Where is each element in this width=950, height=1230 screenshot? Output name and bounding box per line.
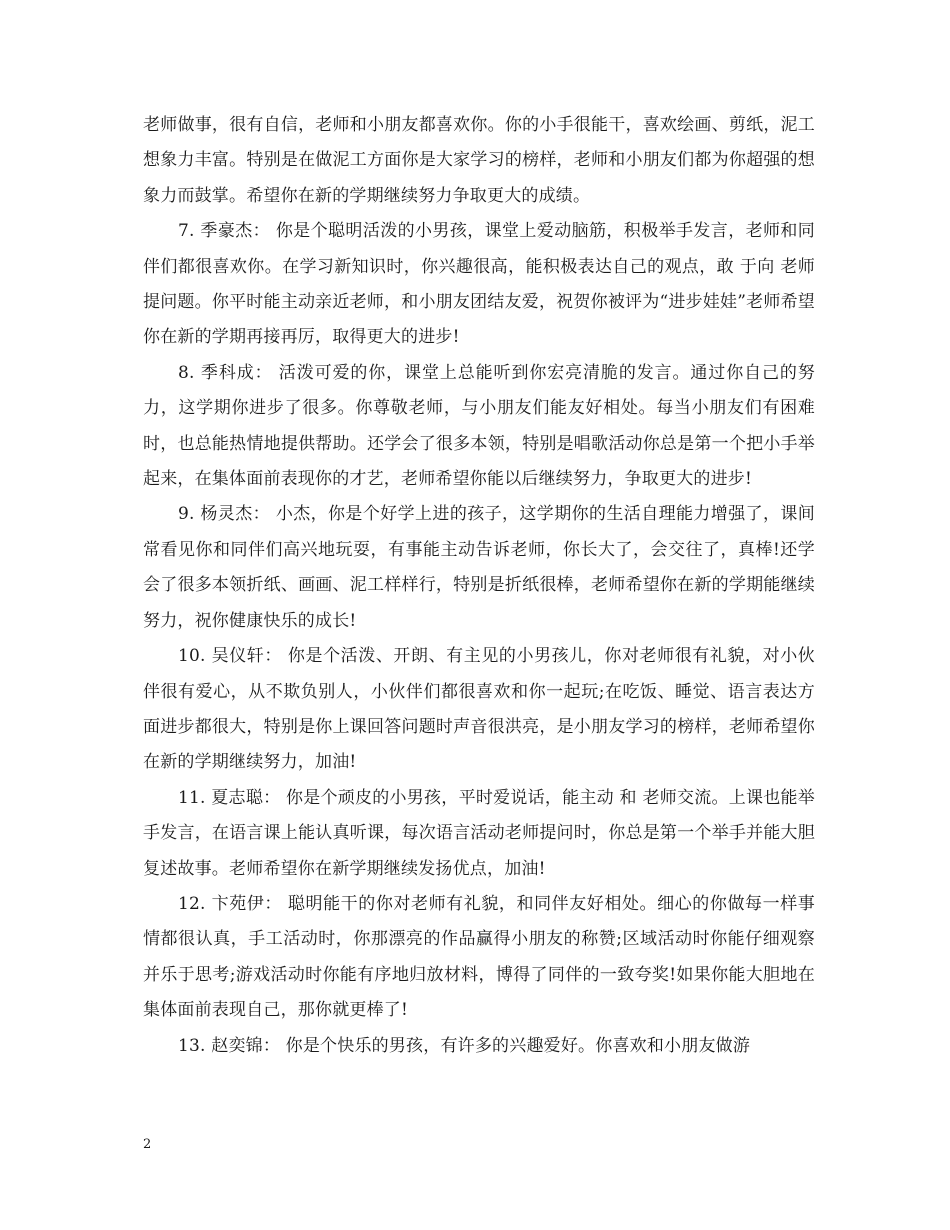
- paragraph-comment-8: 8. 季科成： 活泼可爱的你，课堂上总能听到你宏亮清脆的发言。通过你自己的努力，这学期你进步了很多。你尊敬老师，与小朋友们能友好相处。每当小朋友们有困难时，也总能热情地提供帮助。还学会了很多本领，特别是唱歌活动你总是第一个把小手举起来，在集体面前表现你的才艺，老师希望你能以后继续努力，争取更大的进步!: [143, 362, 815, 490]
- paragraph-comment-11: 11. 夏志聪： 你是个顽皮的小男孩，平时爱说话，能主动 和 老师交流。上课也能举手发言，在语言课上能认真听课，每次语言活动老师提问时，你总是第一个举手并能大胆复述故事。老师希望你在新学期继续发扬优点，加油!: [143, 787, 815, 879]
- paragraph-comment-10: 10. 吴仪轩： 你是个活泼、开朗、有主见的小男孩儿，你对老师很有礼貌，对小伙伴很有爱心，从不欺负别人，小伙伴们都很喜欢和你一起玩;在吃饭、睡觉、语言表达方面进步都很大，特别是你上课回答问题时声音很洪亮，是小朋友学习的榜样，老师希望你在新的学期继续努力，加油!: [143, 646, 815, 773]
- page-number: 2: [143, 1137, 152, 1152]
- paragraph-comment-7: 7. 季豪杰： 你是个聪明活泼的小男孩，课堂上爱动脑筋，积极举手发言，老师和同伴们都很喜欢你。在学习新知识时，你兴趣很高，能积极表达自己的观点，敢 于向 老师提问题。你平时能主动亲近老师，和小朋友团结友爱，祝贺你被评为“进步娃娃”老师希望你在新的学期再接再厉，取得更大的进步!: [143, 221, 815, 348]
- paragraph-comment-13: 13. 赵奕锦： 你是个快乐的男孩，有许多的兴趣爱好。你喜欢和小朋友做游: [178, 1035, 751, 1056]
- paragraph-intro-continuation: 老师做事，很有自信，老师和小朋友都喜欢你。你的小手很能干，喜欢绘画、剪纸，泥工想象力丰富。特别是在做泥工方面你是大家学习的榜样，老师和小朋友们都为你超强的想象力而鼓掌。希望你在新的学期继续努力争取更大的成绩。: [143, 115, 815, 206]
- page-body: [143, 108, 815, 1064]
- paragraph-comment-12: 12. 卞苑伊： 聪明能干的你对老师有礼貌，和同伴友好相处。细心的你做每一样事情都很认真，手工活动时，你那漂亮的作品赢得小朋友的称赞;区域活动时你能仔细观察并乐于思考;游戏活动时你能有序地归放材料，博得了同伴的一致夸奖!如果你能大胆地在集体面前表现自己，那你就更棒了!: [143, 893, 815, 1021]
- paragraph-comment-9: 9. 杨灵杰： 小杰，你是个好学上进的孩子，这学期你的生活自理能力增强了，课间常看见你和同伴们高兴地玩耍，有事能主动告诉老师，你长大了，会交往了，真棒!还学会了很多本领折纸、画画、泥工样样行，特别是折纸很棒，老师希望你在新的学期能继续努力，祝你健康快乐的成长!: [143, 504, 815, 631]
